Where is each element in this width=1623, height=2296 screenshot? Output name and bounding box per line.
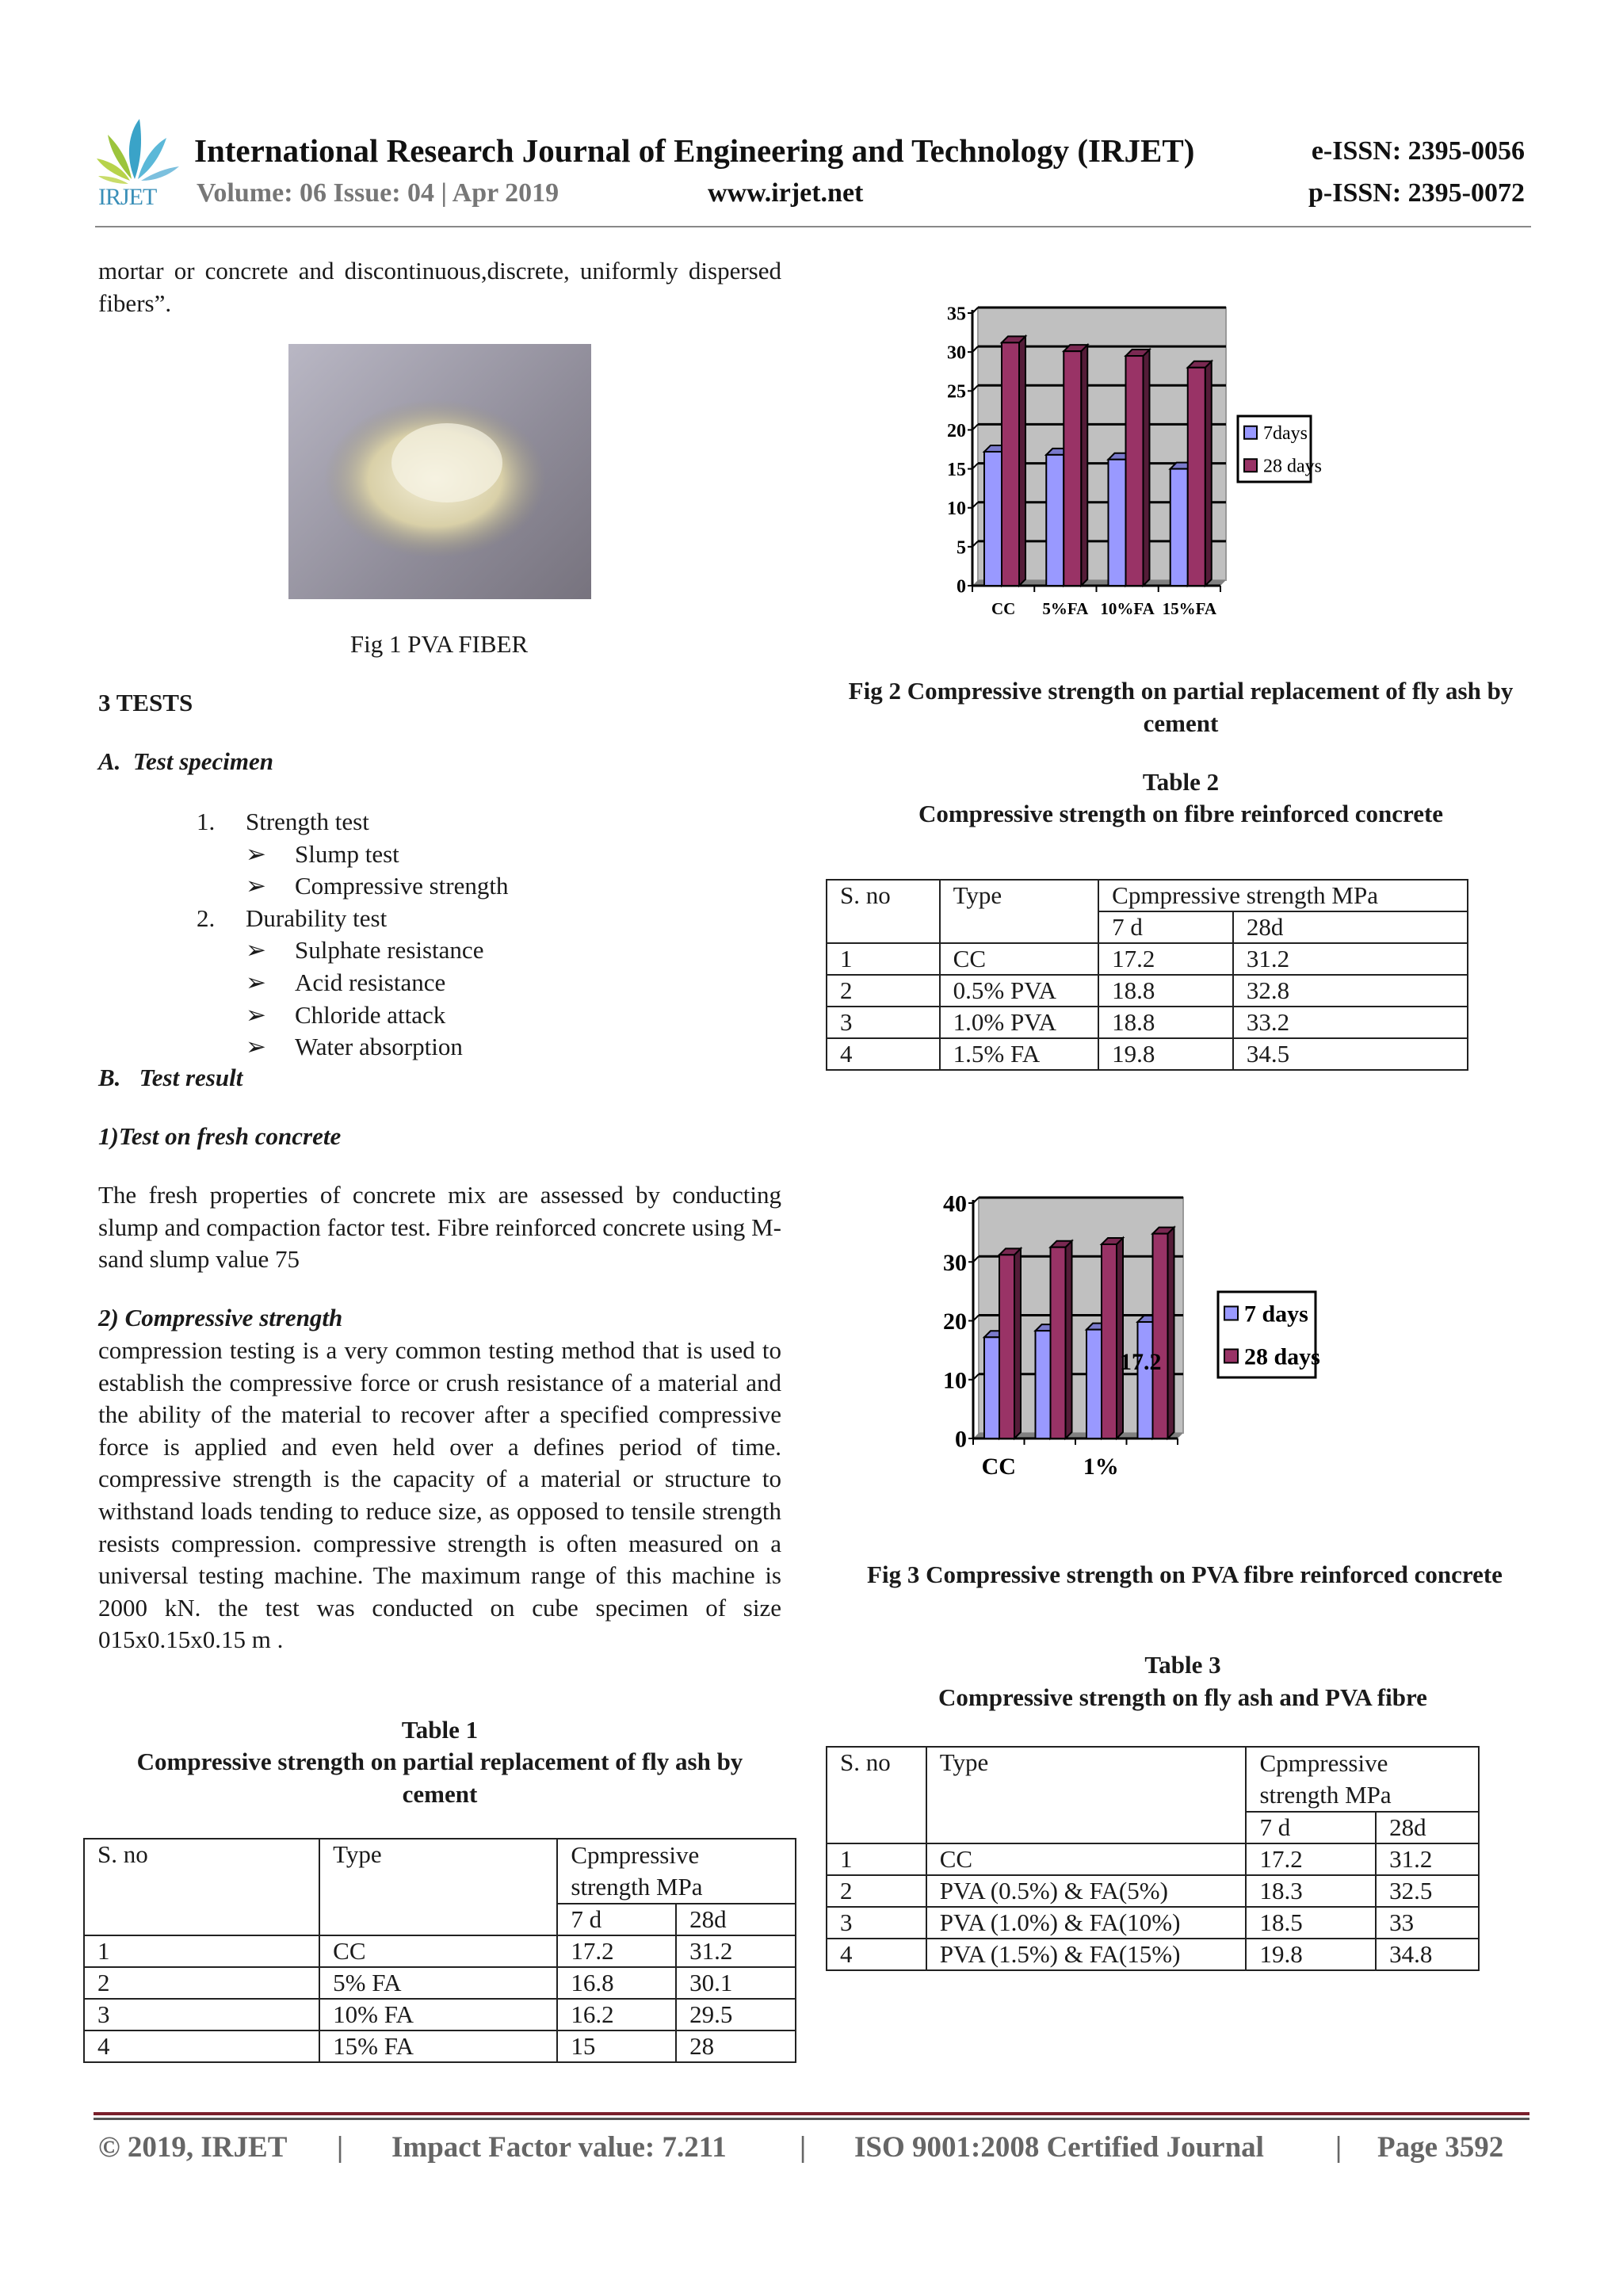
bar-28days-3 bbox=[1153, 1234, 1168, 1438]
legend-label: 28 days bbox=[1263, 456, 1322, 477]
table2 bbox=[826, 879, 1468, 1071]
data-label-annotation: 17.2 bbox=[1120, 1349, 1162, 1375]
table-row bbox=[827, 1939, 1479, 1970]
y-tick-label: 15 bbox=[947, 459, 966, 480]
cell-sno: 3 bbox=[84, 1999, 319, 2030]
footer-separator: | bbox=[800, 2131, 807, 2164]
table-header-row bbox=[84, 1839, 796, 1904]
table-row bbox=[84, 1967, 796, 1999]
table1-caption: Compressive strength on partial replacement of fly ash by cement bbox=[136, 1748, 743, 1808]
footer-copyright: © 2019, IRJET bbox=[98, 2131, 288, 2164]
arrow-bullet-icon: ➢ bbox=[246, 1033, 266, 1061]
cell-28d: 29.5 bbox=[676, 1999, 796, 2030]
arrow-bullet-icon: ➢ bbox=[246, 936, 266, 965]
y-tick-label: 35 bbox=[947, 304, 966, 325]
header-strength: Cpmpressive strength MPa bbox=[1246, 1747, 1479, 1812]
header-strength: Cpmpressive strength MPa bbox=[1098, 880, 1468, 911]
table1 bbox=[83, 1838, 796, 2063]
y-tick-label: 10 bbox=[943, 1367, 967, 1394]
header-28d: 28d bbox=[1233, 911, 1468, 943]
legend-swatch-7days bbox=[1244, 426, 1257, 439]
cell-7d: 17.2 bbox=[557, 1935, 676, 1967]
cell-28d: 34.8 bbox=[1376, 1939, 1479, 1970]
header-7d: 7 d bbox=[557, 1904, 676, 1935]
legend-swatch-28days bbox=[1224, 1350, 1238, 1363]
table-row bbox=[84, 1999, 796, 2030]
header-strength: Cpmpressive strength MPa bbox=[557, 1839, 796, 1904]
x-category-label: 5%FA bbox=[1042, 599, 1089, 618]
cell-28d: 33.2 bbox=[1233, 1007, 1468, 1038]
cell-28d: 34.5 bbox=[1233, 1038, 1468, 1070]
cell-28d: 31.2 bbox=[1376, 1843, 1479, 1875]
cell-7d: 18.8 bbox=[1098, 975, 1233, 1007]
y-tick-label: 0 bbox=[957, 576, 966, 598]
cell-type: 1.0% PVA bbox=[940, 1007, 1099, 1038]
cell-28d: 31.2 bbox=[676, 1935, 796, 1967]
cell-28d: 32.5 bbox=[1376, 1875, 1479, 1907]
y-tick-label: 25 bbox=[947, 381, 966, 403]
legend-label: 7days bbox=[1263, 423, 1308, 445]
cell-7d: 15 bbox=[557, 2030, 676, 2062]
y-tick-label: 30 bbox=[943, 1249, 967, 1276]
bar-7days-1% bbox=[1086, 1330, 1102, 1438]
section-heading-tests: 3 TESTS bbox=[98, 689, 193, 716]
header-28d: 28d bbox=[1376, 1812, 1479, 1843]
fig1-caption: Fig 1 PVA FIBER bbox=[349, 630, 529, 658]
footer-page-number: Page 3592 bbox=[1377, 2131, 1504, 2164]
x-category-label: 1% bbox=[1083, 1454, 1119, 1480]
cell-type: 10% FA bbox=[319, 1999, 557, 2030]
bar-side-28days-1% bbox=[1117, 1238, 1123, 1438]
header-7d: 7 d bbox=[1098, 911, 1233, 943]
bar-7days-3 bbox=[1138, 1322, 1153, 1438]
subitem-label: Compressive strength bbox=[295, 872, 509, 900]
bar-side-28days-10%FA bbox=[1144, 350, 1150, 586]
y-tick-label: 20 bbox=[947, 420, 966, 441]
y-tick-label: 30 bbox=[947, 342, 966, 364]
subitem-label: Slump test bbox=[295, 839, 399, 868]
bar-28days-10%FA bbox=[1126, 356, 1144, 586]
cell-7d: 16.8 bbox=[557, 1967, 676, 1999]
cell-7d: 19.8 bbox=[1246, 1939, 1376, 1970]
cell-28d: 33 bbox=[1376, 1907, 1479, 1939]
cell-sno: 1 bbox=[827, 943, 940, 975]
footer-divider-thin bbox=[94, 2118, 1529, 2120]
list-label: Strength test bbox=[246, 808, 369, 835]
table-row bbox=[84, 2030, 796, 2062]
y-tick-label: 40 bbox=[943, 1190, 967, 1217]
subsection-test-specimen: A. Test specimen bbox=[98, 747, 274, 775]
footer-divider bbox=[94, 2112, 1529, 2115]
y-tick-label: 0 bbox=[955, 1426, 967, 1453]
cell-sno: 2 bbox=[827, 1875, 926, 1907]
cell-28d: 30.1 bbox=[676, 1967, 796, 1999]
header-type: Type bbox=[940, 880, 1099, 943]
table3-caption: Compressive strength on fly ash and PVA fibre bbox=[938, 1683, 1427, 1711]
journal-title: International Research Journal of Engineering and Technology (IRJET) bbox=[194, 132, 1195, 169]
y-tick-label: 10 bbox=[947, 499, 966, 520]
bar-7days-CC bbox=[984, 1337, 999, 1438]
header-7d: 7 d bbox=[1246, 1812, 1376, 1843]
bar-28days-CC bbox=[999, 1255, 1014, 1438]
fresh-concrete-paragraph: The fresh properties of concrete mix are assessed by conducting slump and compaction factor test. Fibre reinforced concrete using M- sand slump value 75 bbox=[98, 1181, 781, 1274]
bar-28days-5%FA bbox=[1064, 351, 1081, 586]
cell-sno: 1 bbox=[827, 1843, 926, 1875]
fresh-concrete-heading: 1)Test on fresh concrete bbox=[98, 1122, 342, 1150]
list-item bbox=[197, 806, 509, 839]
list-subitem bbox=[197, 999, 509, 1032]
cell-sno: 2 bbox=[84, 1967, 319, 1999]
bar-7days-15%FA bbox=[1170, 469, 1188, 586]
table2-title: Table 2 bbox=[1142, 768, 1220, 796]
bar-28days-15%FA bbox=[1188, 368, 1205, 586]
cell-7d: 17.2 bbox=[1246, 1843, 1376, 1875]
bar-7days-10%FA bbox=[1109, 460, 1126, 586]
legend-label: 28 days bbox=[1244, 1343, 1320, 1370]
header-sno: S. no bbox=[84, 1839, 319, 1935]
list-subitem bbox=[197, 870, 509, 903]
cell-type: 5% FA bbox=[319, 1967, 557, 1999]
x-category-label: 10%FA bbox=[1100, 599, 1155, 618]
cell-7d: 17.2 bbox=[1098, 943, 1233, 975]
cell-7d: 16.2 bbox=[557, 1999, 676, 2030]
list-item bbox=[197, 903, 509, 935]
y-tick-label: 5 bbox=[957, 537, 966, 559]
header-type: Type bbox=[319, 1839, 557, 1935]
cell-7d: 18.3 bbox=[1246, 1875, 1376, 1907]
subitem-label: Water absorption bbox=[295, 1033, 463, 1061]
footer-impact-factor: Impact Factor value: 7.211 bbox=[391, 2131, 727, 2164]
table-row bbox=[827, 943, 1468, 975]
pva-fiber-photo bbox=[288, 344, 591, 599]
cell-sno: 3 bbox=[827, 1007, 940, 1038]
cell-type: CC bbox=[940, 943, 1099, 975]
arrow-bullet-icon: ➢ bbox=[246, 839, 266, 868]
bar-side-28days-CC bbox=[1019, 336, 1025, 586]
cell-sno: 3 bbox=[827, 1907, 926, 1939]
table1-title: Table 1 bbox=[401, 1716, 479, 1744]
cell-type: PVA (0.5%) & FA(5%) bbox=[926, 1875, 1247, 1907]
y-tick-label: 20 bbox=[943, 1308, 967, 1335]
cell-sno: 2 bbox=[827, 975, 940, 1007]
header-type: Type bbox=[926, 1747, 1247, 1843]
cell-7d: 18.8 bbox=[1098, 1007, 1233, 1038]
arrow-bullet-icon: ➢ bbox=[246, 1000, 266, 1029]
fig3-caption: Fig 3 Compressive strength on PVA fibre reinforced concrete bbox=[867, 1561, 1503, 1588]
table-row bbox=[827, 1038, 1468, 1070]
x-category-label: 15%FA bbox=[1162, 599, 1217, 618]
list-subitem bbox=[197, 967, 509, 999]
cell-type: CC bbox=[319, 1935, 557, 1967]
legend-swatch-7days bbox=[1224, 1307, 1238, 1320]
list-number: 1. bbox=[197, 808, 216, 835]
subsection-test-result: B. Test result bbox=[98, 1064, 243, 1091]
bar-side-28days-3 bbox=[1168, 1228, 1174, 1438]
footer-separator: | bbox=[1335, 2131, 1342, 2164]
cell-type: CC bbox=[926, 1843, 1247, 1875]
header-28d: 28d bbox=[676, 1904, 796, 1935]
cell-sno: 1 bbox=[84, 1935, 319, 1967]
table3 bbox=[826, 1746, 1480, 1971]
footer-separator: | bbox=[337, 2131, 344, 2164]
logo-text: IRJET bbox=[98, 184, 157, 210]
bar-7days-5%FA bbox=[1046, 455, 1064, 586]
x-category-label: CC bbox=[991, 599, 1016, 618]
bar-28days-1 bbox=[1051, 1247, 1066, 1438]
cell-sno: 4 bbox=[827, 1038, 940, 1070]
compressive-strength-heading: 2) Compressive strength bbox=[98, 1304, 343, 1331]
cell-28d: 31.2 bbox=[1233, 943, 1468, 975]
bar-7days-CC bbox=[984, 452, 1002, 586]
bar-7days-1 bbox=[1036, 1331, 1051, 1438]
header-sno: S. no bbox=[827, 880, 940, 943]
e-issn: e-ISSN: 2395-0056 bbox=[1311, 136, 1525, 166]
arrow-bullet-icon: ➢ bbox=[246, 968, 266, 996]
table-header-row bbox=[827, 880, 1468, 911]
fig2-bar-chart bbox=[935, 293, 1490, 626]
footer-iso: ISO 9001:2008 Certified Journal bbox=[854, 2131, 1264, 2164]
subitem-label: Sulphate resistance bbox=[295, 936, 484, 965]
subitem-label: Acid resistance bbox=[295, 968, 446, 996]
header-sno: S. no bbox=[827, 1747, 926, 1843]
table-row bbox=[827, 1907, 1479, 1939]
cell-sno: 4 bbox=[827, 1939, 926, 1970]
test-list bbox=[197, 806, 509, 1064]
list-subitem bbox=[197, 839, 509, 871]
bar-side-28days-5%FA bbox=[1081, 345, 1087, 586]
bar-28days-1% bbox=[1102, 1244, 1117, 1438]
cell-7d: 18.5 bbox=[1246, 1907, 1376, 1939]
list-number: 2. bbox=[197, 904, 216, 932]
table3-title: Table 3 bbox=[1144, 1651, 1221, 1679]
website-link[interactable]: www.irjet.net bbox=[708, 178, 864, 208]
x-category-label: CC bbox=[981, 1454, 1016, 1480]
cell-28d: 28 bbox=[676, 2030, 796, 2062]
bar-side-28days-1 bbox=[1066, 1241, 1072, 1438]
list-subitem bbox=[197, 1031, 509, 1064]
cell-type: PVA (1.5%) & FA(15%) bbox=[926, 1939, 1247, 1970]
cell-type: 0.5% PVA bbox=[940, 975, 1099, 1007]
cell-type: 15% FA bbox=[319, 2030, 557, 2062]
p-issn: p-ISSN: 2395-0072 bbox=[1308, 178, 1525, 208]
cell-28d: 32.8 bbox=[1233, 975, 1468, 1007]
table2-caption: Compressive strength on fibre reinforced concrete bbox=[918, 800, 1444, 827]
bar-side-28days-CC bbox=[1014, 1248, 1021, 1438]
table-row bbox=[827, 975, 1468, 1007]
fig3-bar-chart bbox=[935, 1181, 1490, 1498]
bar-28days-CC bbox=[1002, 342, 1019, 586]
bar-side-28days-15%FA bbox=[1205, 361, 1212, 586]
header-divider bbox=[95, 226, 1531, 227]
table-row bbox=[84, 1935, 796, 1967]
cell-type: PVA (1.0%) & FA(10%) bbox=[926, 1907, 1247, 1939]
cell-type: 1.5% FA bbox=[940, 1038, 1099, 1070]
table-header-row bbox=[827, 1747, 1479, 1812]
list-subitem bbox=[197, 934, 509, 967]
intro-text: mortar or concrete and discontinuous,discrete, uniformly dispersed fibers”. bbox=[98, 257, 781, 317]
cell-7d: 19.8 bbox=[1098, 1038, 1233, 1070]
subitem-label: Chloride attack bbox=[295, 1000, 446, 1029]
volume-issue: Volume: 06 Issue: 04 | Apr 2019 bbox=[197, 178, 559, 208]
table-row bbox=[827, 1843, 1479, 1875]
legend-swatch-28days bbox=[1244, 459, 1257, 472]
arrow-bullet-icon: ➢ bbox=[246, 872, 266, 900]
legend-label: 7 days bbox=[1244, 1301, 1308, 1328]
list-label: Durability test bbox=[246, 904, 388, 932]
table-row bbox=[827, 1875, 1479, 1907]
table-row bbox=[827, 1007, 1468, 1038]
irjet-logo bbox=[94, 117, 181, 214]
compressive-strength-paragraph: compression testing is a very common testing method that is used to establish the compressive force or crush resistance of a material and the ability of the material to recover after a specified compressive force is applied and even held over a defines period of time. compressive strength is the capacity of a material or structure to withstand loads tending to reduce size, as opposed to tensile strength resists compression. compressive strength is often measured on a universal testing machine. The maximum range of this machine is 2000 kN. the test was conducted on cube specimen of size 015x0.15x0.15 m . bbox=[98, 1336, 781, 1654]
cell-sno: 4 bbox=[84, 2030, 319, 2062]
fig2-caption: Fig 2 Compressive strength on partial replacement of fly ash by cement bbox=[848, 677, 1514, 737]
